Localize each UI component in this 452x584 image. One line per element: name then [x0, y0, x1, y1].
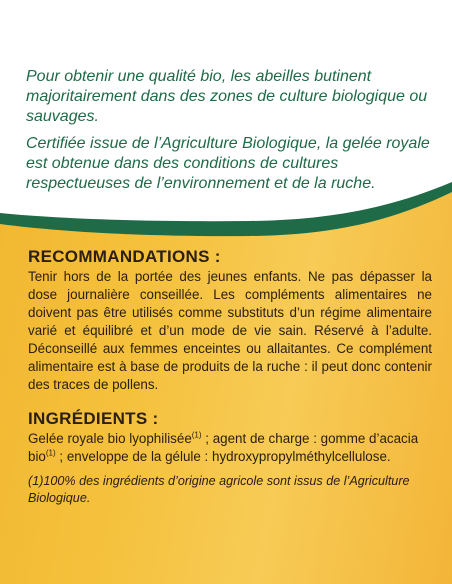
section-spacer [28, 394, 432, 409]
ingredients-heading: INGRÉDIENTS : [28, 409, 159, 428]
recommandations-text: Tenir hors de la portée des jeunes enfants. Ne pas dépasser la dose journalière conseillée. Les compléments alimentaires ne doivent pas être utilisés comme substituts d’un régime alimentaire varié et équilibré et d’un mode de vie sain. Réservé à l’adulte. Déconseillé aux femmes enceintes ou allaitantes. Ce complément alimentaire est à base de produits de la ruche : il peut donc contenir des traces de pollens. [28, 269, 432, 392]
ingredients-footnote: (1)100% des ingrédients d’origine agricole sont issus de l’Agriculture Biologique. [28, 474, 410, 505]
main-content [28, 247, 432, 507]
intro-section [26, 67, 441, 201]
ingredient-2: ; agent de charge : gomme d’acacia bio [28, 431, 419, 464]
recommandations-heading: RECOMMANDATIONS : [28, 247, 221, 266]
ingredients-text [28, 430, 432, 466]
intro-paragraph-2: Certifiée issue de l’Agriculture Biologique, la gelée royale est obtenue dans des conditions de cultures respectueuses de l’environnement et de la ruche. [26, 135, 430, 192]
footnote-marker-2: (1) [45, 448, 56, 458]
intro-paragraph-1: Pour obtenir une qualité bio, les abeilles butinent majoritairement dans des zones de culture biologique ou sauvages. [26, 68, 428, 125]
ingredient-1: Gelée royale bio lyophilisée [28, 431, 192, 446]
ingredient-3: ; enveloppe de la gélule : hydroxypropylméthylcellulose. [55, 449, 391, 464]
footnote-marker-1: (1) [191, 430, 202, 440]
